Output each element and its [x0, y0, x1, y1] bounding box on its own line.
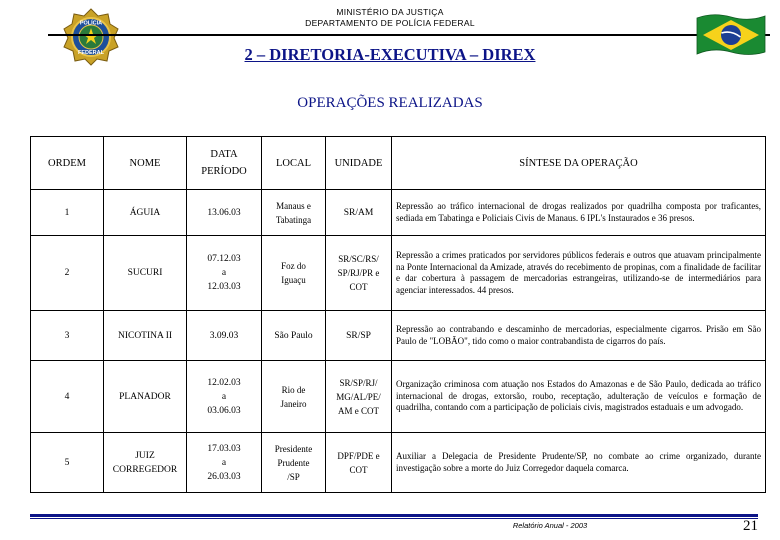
cell-sintese: Repressão ao tráfico internacional de drogas realizados por quadrilha composta por traficantes, sediada em Tabatinga e Policiais Civis de Manaus. 6 IPL's Instaurados e 36 presos.: [392, 190, 766, 236]
header-data: [187, 137, 262, 190]
cell-data-line: a: [221, 391, 227, 402]
cell-data: [187, 236, 262, 311]
cell-local: [262, 236, 326, 311]
badge-bottom-text: FEDERAL: [78, 50, 104, 56]
cell-nome: [104, 433, 187, 493]
cell-data-line: 26.03.03: [207, 471, 241, 482]
cell-unidade-line: MG/AL/PE/: [336, 391, 381, 402]
cell-ordem: 4: [31, 361, 104, 433]
cell-data: [187, 433, 262, 493]
cell-sintese: Repressão a crimes praticados por servidores públicos federais e outros que atuavam principalmente na Ponte Internacional da Amizade, através do recebimento de propinas, com a finalidade de facilitar e dar cobertura à passagem de mercadorias estrangeiras, utilizando-se de intermediários para agenciar interessados. 44 presos.: [392, 236, 766, 311]
header-unidade: UNIDADE: [326, 137, 392, 190]
cell-ordem: 5: [31, 433, 104, 493]
page-number: 21: [743, 518, 758, 534]
cell-local-line: Tabatinga: [275, 214, 312, 225]
cell-local: [262, 190, 326, 236]
cell-sintese: Auxiliar a Delegacia de Presidente Prudente/SP, no combate ao crime organizado, durante investigação sobre a morte do Juiz Corregedor daquela comarca.: [392, 433, 766, 493]
cell-unidade: [326, 236, 392, 311]
table-row: [31, 236, 766, 311]
ministry-name: MINISTÉRIO DA JUSTIÇA: [336, 7, 444, 17]
cell-data-line: a: [221, 457, 227, 468]
cell-nome-line: CORREGEDOR: [112, 464, 178, 475]
cell-unidade-line: COT: [349, 282, 368, 292]
footer-divider-thin: [30, 518, 758, 519]
cell-local-line: São Paulo: [274, 330, 313, 341]
cell-unidade-line: SR/AM: [343, 207, 374, 218]
cell-nome-line: JUIZ: [135, 450, 155, 461]
cell-local-line: Presidente: [274, 443, 313, 454]
cell-data-line: 07.12.03: [207, 254, 241, 264]
cell-unidade-line: COT: [349, 464, 368, 475]
cell-data: [187, 190, 262, 236]
page-title: [0, 45, 780, 65]
header-sintese: SÍNTESE DA OPERAÇÃO: [392, 137, 766, 190]
header-local: LOCAL: [262, 137, 326, 190]
cell-local-line: Prudente: [277, 457, 310, 468]
cell-data-line: 13.06.03: [207, 207, 241, 218]
table-header-row: [31, 137, 766, 190]
cell-local-line: Iguaçu: [281, 275, 306, 285]
cell-data-line: 03.06.03: [207, 405, 241, 416]
cell-nome: SUCURI: [104, 236, 187, 311]
cell-unidade: [326, 311, 392, 361]
cell-unidade-line: SR/SP: [346, 330, 371, 341]
cell-unidade-line: SR/SP/RJ/: [339, 377, 378, 388]
cell-ordem: 2: [31, 236, 104, 311]
cell-data: [187, 311, 262, 361]
cell-data-line: 12.02.03: [207, 377, 241, 388]
cell-unidade: [326, 433, 392, 493]
table-row: [31, 361, 766, 433]
cell-data: [187, 361, 262, 433]
header-divider: [48, 34, 770, 36]
cell-local: [262, 433, 326, 493]
cell-local-line: Foz do: [281, 261, 306, 271]
cell-local-line: /SP: [287, 471, 300, 482]
badge-top-text: POLÍCIA: [79, 20, 103, 27]
header-ordem: ORDEM: [31, 137, 104, 190]
department-name: DEPARTAMENTO DE POLÍCIA FEDERAL: [305, 18, 475, 28]
table-row: [31, 433, 766, 493]
cell-nome: ÁGUIA: [104, 190, 187, 236]
cell-local-line: Janeiro: [280, 398, 307, 409]
cell-nome: PLANADOR: [104, 361, 187, 433]
header-data-line1: DATA: [210, 149, 238, 160]
header-data-line2: PERÍODO: [201, 166, 247, 177]
page-title-text: 2 – DIRETORIA-EXECUTIVA – DIREX: [244, 45, 536, 64]
cell-sintese: Repressão ao contrabando e descaminho de mercadorias, especialmente cigarros. Prisão em São Paulo de "LOBÃO", tido como o maior contrabandista de cigarros do país.: [392, 311, 766, 361]
section-subtitle: OPERAÇÕES REALIZADAS: [297, 95, 483, 111]
cell-data-line: a: [221, 268, 227, 278]
cell-local: [262, 311, 326, 361]
table-row: [31, 311, 766, 361]
cell-local: [262, 361, 326, 433]
cell-unidade-line: SR/SC/RS/: [338, 254, 379, 264]
table-row: [31, 190, 766, 236]
footer-report-title: Relatório Anual - 2003: [512, 521, 588, 530]
cell-unidade-line: AM e COT: [338, 405, 379, 416]
cell-unidade-line: SP/RJ/PR e: [337, 268, 380, 278]
footer-divider-thick: [30, 514, 758, 517]
cell-unidade: [326, 361, 392, 433]
cell-data-line: 12.03.03: [207, 282, 241, 292]
cell-unidade: [326, 190, 392, 236]
cell-local-line: Manaus e: [276, 200, 311, 211]
operations-table: [30, 136, 766, 493]
cell-ordem: 3: [31, 311, 104, 361]
cell-nome: NICOTINA II: [104, 311, 187, 361]
header-nome: NOME: [104, 137, 187, 190]
cell-data-line: 17.03.03: [207, 443, 241, 454]
cell-unidade-line: DPF/PDE e: [337, 450, 380, 461]
cell-data-line: 3.09.03: [209, 330, 239, 341]
cell-sintese: Organização criminosa com atuação nos Estados do Amazonas e de São Paulo, dedicada ao tráfico internacional de drogas, extorsão, roubo, receptação, adulteração de veículos e formação de quadrilha, contando com a participação de policiais civis, magistrados estaduais e um advogado.: [392, 361, 766, 433]
cell-local-line: Rio de: [281, 384, 306, 395]
cell-ordem: 1: [31, 190, 104, 236]
header-text: [200, 7, 580, 29]
